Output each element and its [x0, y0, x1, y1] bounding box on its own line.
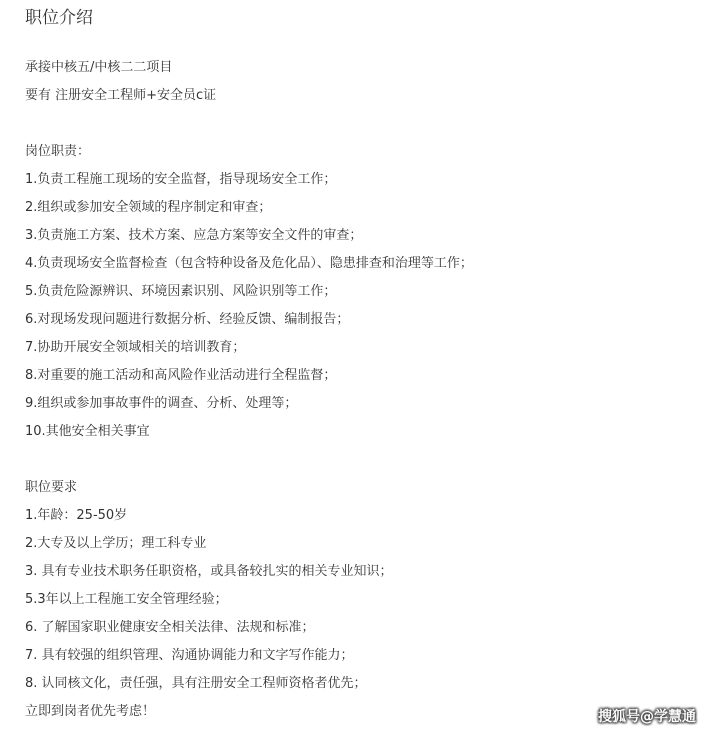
duty-item: 3.负责施工方案、技术方案、应急方案等安全文件的审查；: [25, 228, 363, 243]
intro-line-project: 承接中核五/中核二二项目: [25, 60, 173, 75]
requirement-item: 5.3年以上工程施工安全管理经验；: [25, 592, 228, 607]
source-watermark: 搜狐号@学慧通: [598, 709, 696, 725]
requirement-item: 3. 具有专业技术职务任职资格，或具备较扎实的相关专业知识；: [25, 564, 393, 579]
duty-item: 8.对重要的施工活动和高风险作业活动进行全程监督；: [25, 368, 337, 383]
intro-line-certificates: 要有 注册安全工程师+安全员c证: [25, 88, 217, 103]
duty-item: 6.对现场发现问题进行数据分析、经验反馈、编制报告；: [25, 312, 350, 327]
duty-item: 10.其他安全相关事宜: [25, 424, 150, 439]
requirement-item: 1.年龄：25-50岁: [25, 508, 128, 523]
duties-heading: 岗位职责：: [25, 144, 91, 159]
duty-item: 4.负责现场安全监督检查（包含特种设备及危化品）、隐患排查和治理等工作；: [25, 256, 473, 271]
duty-item: 7.协助开展安全领域相关的培训教育；: [25, 340, 246, 355]
requirement-item: 6. 了解国家职业健康安全相关法律、法规和标准；: [25, 620, 315, 635]
requirement-item: 8. 认同核文化，责任强，具有注册安全工程师资格者优先；: [25, 676, 367, 691]
requirement-item: 2.大专及以上学历；理工科专业: [25, 536, 207, 551]
requirement-item: 7. 具有较强的组织管理、沟通协调能力和文字写作能力；: [25, 648, 354, 663]
duty-item: 2.组织或参加安全领域的程序制定和审查；: [25, 200, 272, 215]
closing-note: 立即到岗者优先考虑！: [25, 704, 156, 719]
duty-item: 1.负责工程施工现场的安全监督，指导现场安全工作；: [25, 172, 337, 187]
page-title: 职位介绍: [25, 8, 93, 28]
duty-item: 5.负责危险源辨识、环境因素识别、风险识别等工作；: [25, 284, 337, 299]
requirements-heading: 职位要求: [25, 480, 78, 495]
duty-item: 9.组织或参加事故事件的调查、分析、处理等；: [25, 396, 298, 411]
